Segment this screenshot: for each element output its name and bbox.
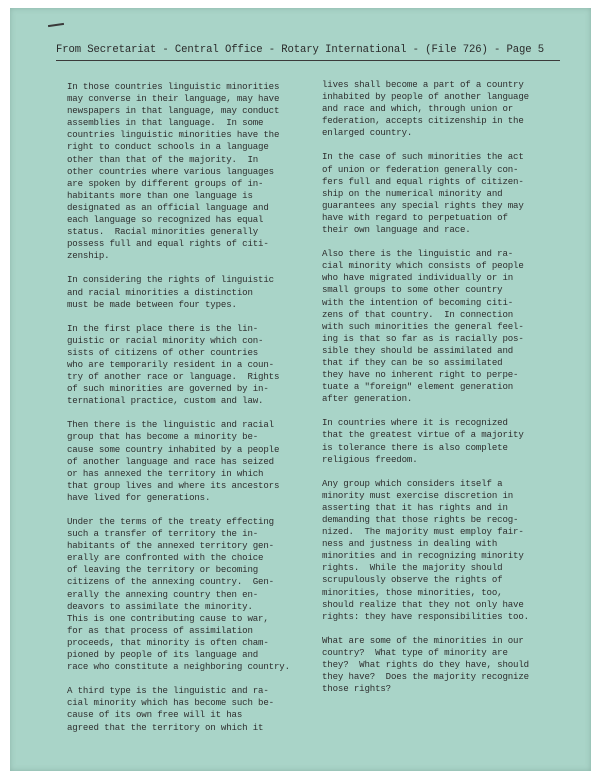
paragraph: In countries where it is recognized that the greatest virtue of a majority is tolerance there is also complete religious freedom. <box>322 417 524 465</box>
paragraph: Then there is the linguistic and racial group that has become a minority be- cause some country inhabited by a people of another language and race has seized or has annexed the territory in which that group lives and where its ancestors have lived for generations. <box>67 419 280 503</box>
paragraph: Under the terms of the treaty effecting such a transfer of territory the in- habitants of the annexed territory gen- erally are confronted with the choice of leaving the territory or becoming citizens of the annexing country. Gen- erally the annexing country then en- deavors to assimilate the minority. This is one contributing cause to war, for as that process of assimilation proceeds, that minority is often cham- pioned by people of its language and race who constitute a neighboring country. <box>67 516 290 673</box>
page-header: From Secretariat - Central Office - Rotary International - (File 726) - Page 5 <box>56 44 545 56</box>
paragraph: What are some of the minorities in our country? What type of minority are they? What rights do they have, should they have? Does the majority recognize those rights? <box>322 634 529 695</box>
right-column <box>322 79 562 707</box>
paragraph: In those countries linguistic minorities may converse in their language, may have newspapers in that language, may conduct assemblies in that language. In some countries linguistic minorities have the right to conduct schools in a language other than that of the majority. In other countries where various languages are spoken by different groups of in- habitants more than one language is designated as an official language and each language so recognized has equal status. Racial minorities generally possess full and equal rights of citi- zenship. <box>67 81 280 262</box>
corner-mark <box>48 23 64 27</box>
left-column <box>67 81 307 746</box>
paragraph: A third type is the linguistic and ra- cial minority which has become such be- cause of its own free will it has agreed that the territory on which it <box>67 685 274 733</box>
paragraph: In the case of such minorities the act of union or federation generally con- fers full and equal rights of citizen- ship on the numerical minority and guarantees any special rights they may have with regard to perpetuation of their own language and race. <box>322 151 524 236</box>
paragraph: In the first place there is the lin- guistic or racial minority which con- sists of citizens of other countries who are temporarily resident in a coun- try of another race or language. Rights of such minorities are governed by in- ternational practice, custom and law. <box>67 322 280 407</box>
paragraph: Also there is the linguistic and ra- cial minority which consists of people who have migrated individually or in small groups to some other country with the intention of becoming citi- zens of that country. In connection with such minorities the general feel- ing is that so far as is racially pos- sible they should be assimilated and that if they can be so assimilated they have no inherent right to perpe- tuate a "foreign" element generation after generation. <box>322 248 524 405</box>
paragraph: In considering the rights of linguistic and racial minorities a distinction must be made between four types. <box>67 274 274 310</box>
paragraph: lives shall become a part of a country inhabited by people of another language and race and which, through union or federation, accepts citizenship in the enlarged country. <box>322 79 529 139</box>
header-underline <box>56 60 560 61</box>
paragraph: Any group which considers itself a minority must exercise discretion in asserting that it has rights and in demanding that those rights be recog- nized. The majority must employ fair- ness and justness in dealing with minorities and in recognizing minority rights. While the majority should scrupulously observe the rights of minorities, those minorities, too, should realize that they not only have rights: they have responsibilities too. <box>322 477 529 622</box>
